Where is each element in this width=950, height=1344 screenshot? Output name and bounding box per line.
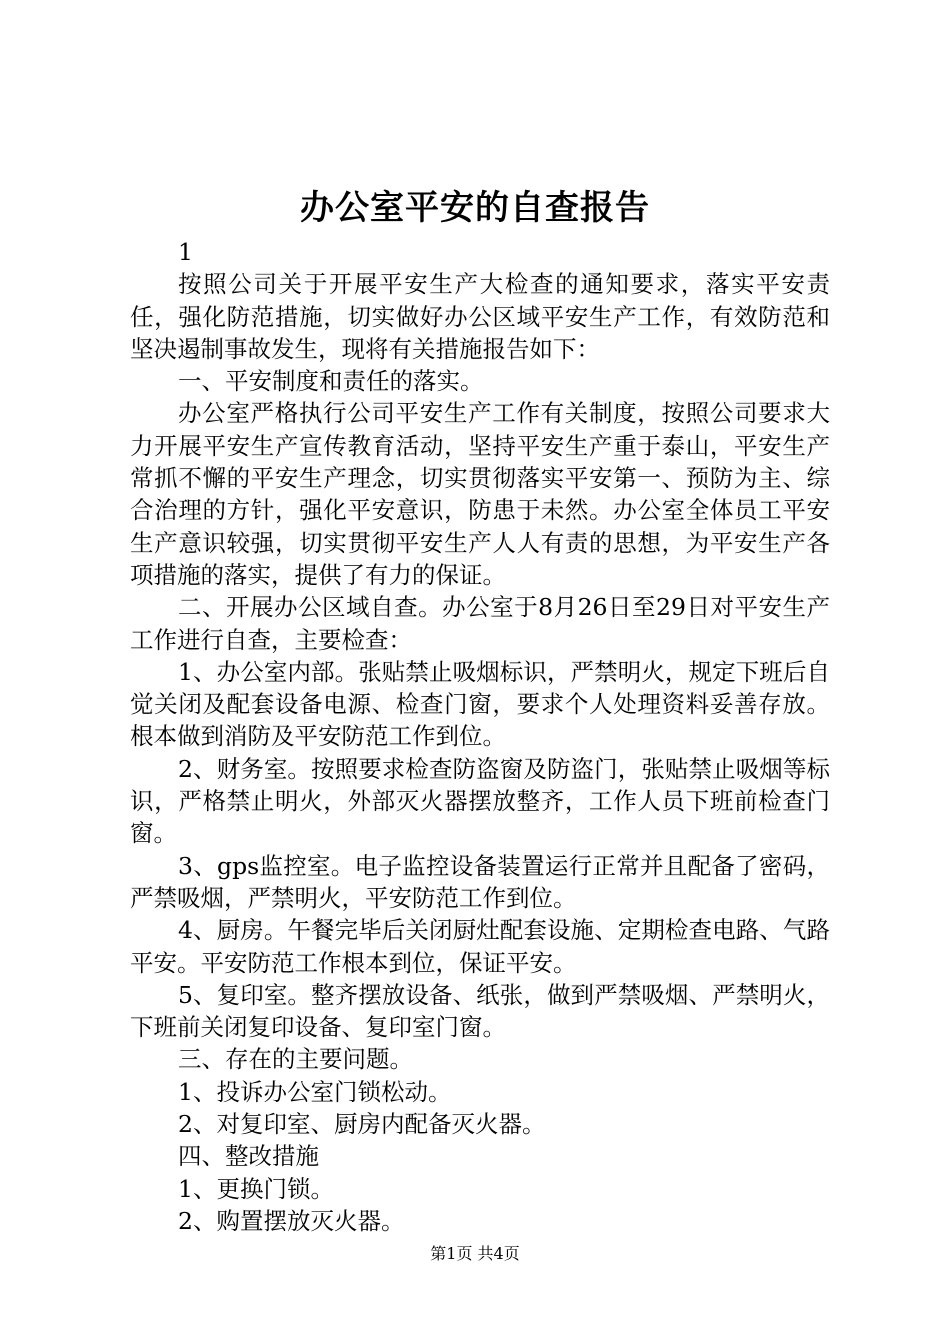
page-footer: 第1页 共4页 bbox=[430, 1244, 520, 1263]
document-title: 办公室平安的自查报告 bbox=[300, 188, 650, 228]
measure-item-1: 1、更换门锁。 bbox=[178, 1174, 334, 1203]
paragraph-intro: 按照公司关于开展平安生产大检查的通知要求，落实平安责任，强化防范措施，切实做好办公区域平安生产工作，有效防范和坚决遏制事故发生，现将有关措施报告如下： bbox=[130, 270, 830, 363]
document-body bbox=[130, 236, 830, 1237]
item-kitchen: 4、厨房。午餐完毕后关闭厨灶配套设施、定期检查电路、气路平安。平安防范工作根本到位，保证平安。 bbox=[130, 916, 830, 977]
heading-section-1: 一、平安制度和责任的落实。 bbox=[178, 367, 484, 396]
problem-item-2: 2、对复印室、厨房内配备灭火器。 bbox=[178, 1110, 546, 1139]
paragraph-section-1: 办公室严格执行公司平安生产工作有关制度，按照公司要求大力开展平安生产宣传教育活动，坚持平安生产重于泰山，平安生产常抓不懈的平安生产理念，切实贯彻落实平安第一、预防为主、综合治理的方针，强化平安意识，防患于未然。办公室全体员工平安生产意识较强，切实贯彻平安生产人人有责的思想，为平安生产各项措施的落实，提供了有力的保证。 bbox=[130, 399, 830, 589]
measure-item-2: 2、购置摆放灭火器。 bbox=[178, 1206, 405, 1235]
paragraph-number: 1 bbox=[178, 238, 193, 266]
heading-section-2: 二、开展办公区域自查。办公室于8月26日至29日对平安生产工作进行自查，主要检查： bbox=[130, 593, 830, 654]
item-finance: 2、财务室。按照要求检查防盗窗及防盗门，张贴禁止吸烟等标识，严格禁止明火，外部灭火器摆放整齐，工作人员下班前检查门窗。 bbox=[130, 754, 830, 848]
heading-section-3: 三、存在的主要问题。 bbox=[178, 1045, 413, 1074]
item-gps-room: 3、gps监控室。电子监控设备装置运行正常并且配备了密码，严禁吸烟，严禁明火，平安防范工作到位。 bbox=[130, 851, 830, 912]
item-copy-room: 5、复印室。整齐摆放设备、纸张，做到严禁吸烟、严禁明火，下班前关闭复印设备、复印室门窗。 bbox=[130, 980, 830, 1042]
heading-section-4: 四、整改措施 bbox=[178, 1142, 319, 1171]
problem-item-1: 1、投诉办公室门锁松动。 bbox=[178, 1077, 452, 1106]
item-office: 1、办公室内部。张贴禁止吸烟标识，严禁明火，规定下班后自觉关闭及配套设备电源、检查门窗，要求个人处理资料妥善存放。根本做到消防及平安防范工作到位。 bbox=[130, 657, 830, 751]
